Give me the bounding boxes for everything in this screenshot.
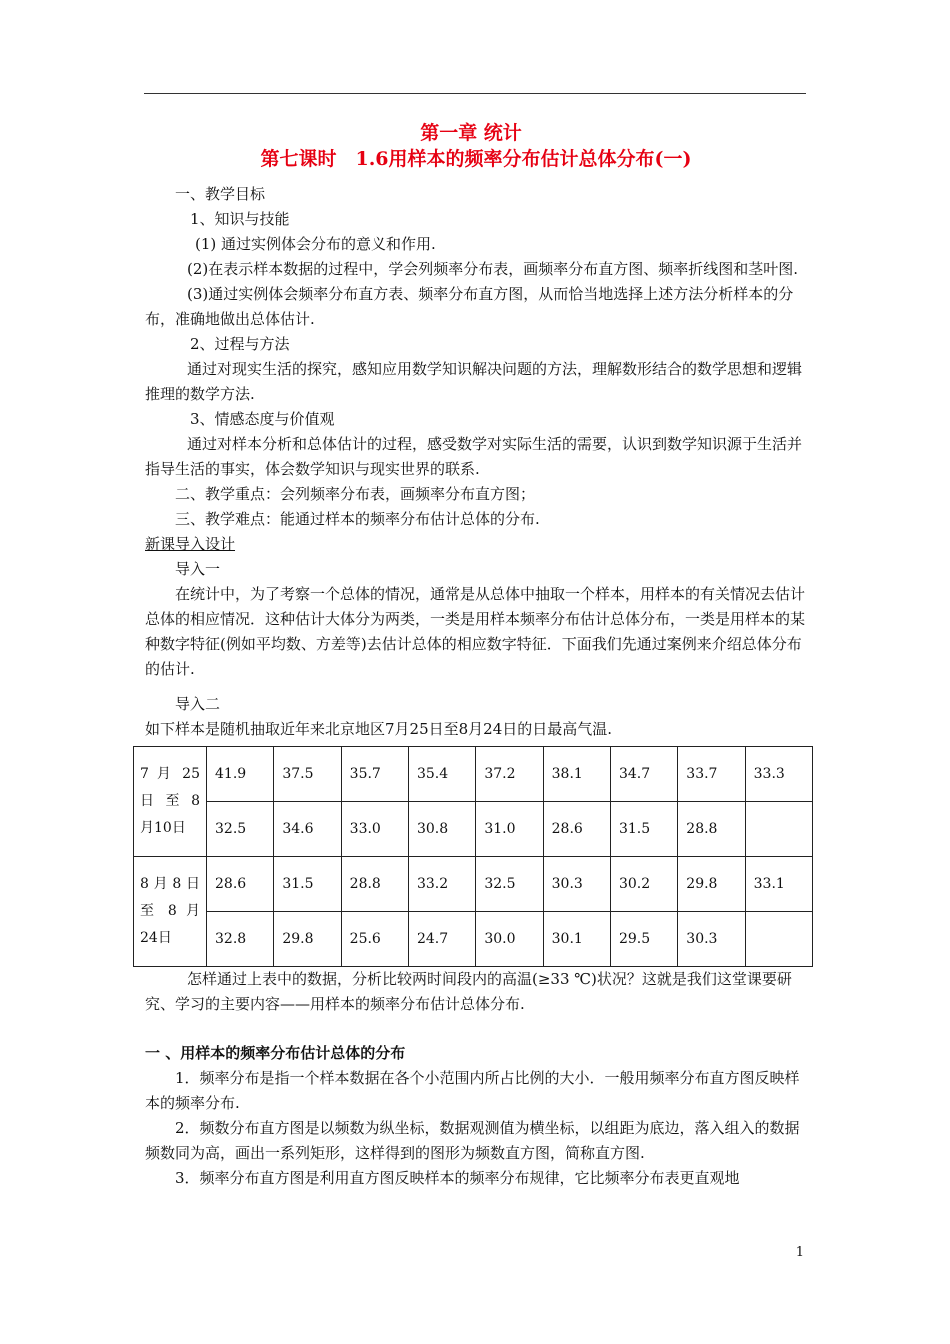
table-row — [134, 857, 813, 912]
intro-design-heading: 新课导入设计 — [145, 535, 236, 553]
header-rule — [144, 93, 806, 94]
table-cell: 37.5 — [274, 747, 341, 802]
table-cell: 30.1 — [543, 912, 610, 967]
table-row — [134, 912, 813, 967]
table-cell: 28.6 — [543, 802, 610, 857]
period-label: 7 月 25 日 至 8 月10日 — [134, 747, 207, 857]
table-cell: 31.5 — [274, 857, 341, 912]
table-cell: 31.0 — [476, 802, 543, 857]
knowledge-heading: 1、知识与技能 — [190, 210, 290, 228]
chapter-title: 第一章 统计 — [420, 122, 522, 144]
intro2-text: 如下样本是随机抽取近年来北京地区7月25日至8月24日的日最高气温. — [145, 720, 613, 738]
knowledge-item-1: (1) 通过实例体会分布的意义和作用. — [195, 235, 436, 253]
table-cell: 33.3 — [745, 747, 812, 802]
table-cell: 28.8 — [341, 857, 408, 912]
objectives-heading: 一、教学目标 — [175, 185, 266, 203]
knowledge-item-3: (3)通过实例体会频率分布直方表、频率分布直方图，从而恰当地选择上述方法分析样本的分布，准确地做出总体估计. — [145, 285, 794, 328]
table-cell: 32.5 — [207, 802, 274, 857]
table-cell: 30.3 — [678, 912, 745, 967]
table-cell: 24.7 — [408, 912, 475, 967]
intro1-text: 在统计中，为了考察一个总体的情况，通常是从总体中抽取一个样本，用样本的有关情况去估计总体的相应情况．这种估计大体分为两类，一类是用样本频率分布估计总体分布，一类是用样本的某种数字特征(例如平均数、方差等)去估计总体的相应数字特征．下面我们先通过案例来介绍总体分布的估计. — [145, 585, 806, 678]
intro1-heading: 导入一 — [175, 560, 221, 578]
table-cell: 33.0 — [341, 802, 408, 857]
table-row — [134, 802, 813, 857]
section1-heading: 一 、用样本的频率分布估计总体的分布 — [145, 1044, 406, 1062]
table-cell: 30.8 — [408, 802, 475, 857]
table-cell: 33.2 — [408, 857, 475, 912]
emotion-heading: 3、情感态度与价值观 — [190, 410, 335, 428]
temperature-table — [133, 746, 813, 967]
page-content — [140, 120, 807, 1191]
intro2-heading: 导入二 — [175, 695, 221, 713]
table-cell: 35.4 — [408, 747, 475, 802]
table-cell: 25.6 — [341, 912, 408, 967]
table-cell: 29.8 — [274, 912, 341, 967]
table-cell: 31.5 — [610, 802, 677, 857]
table-cell — [745, 912, 812, 967]
table-cell: 28.8 — [678, 802, 745, 857]
table-cell: 38.1 — [543, 747, 610, 802]
table-cell: 30.0 — [476, 912, 543, 967]
process-text: 通过对现实生活的探究，感知应用数学知识解决问题的方法，理解数形结合的数学思想和逻辑推理的数学方法. — [145, 360, 803, 403]
table-cell: 33.7 — [678, 747, 745, 802]
table-cell: 29.8 — [678, 857, 745, 912]
emotion-text: 通过对样本分析和总体估计的过程，感受数学对实际生活的需要，认识到数学知识源于生活并指导生活的事实，体会数学知识与现实世界的联系. — [145, 435, 803, 478]
table-cell: 35.7 — [341, 747, 408, 802]
table-cell: 37.2 — [476, 747, 543, 802]
lesson-title: 第七课时 1.6用样本的频率分布估计总体分布(一) — [260, 148, 692, 170]
process-heading: 2、过程与方法 — [190, 335, 290, 353]
table-cell: 33.1 — [745, 857, 812, 912]
table-cell: 28.6 — [207, 857, 274, 912]
section1-item-2: 2．频数分布直方图是以频数为纵坐标，数据观测值为横坐标，以组距为底边，落入组入的数据频数同为高，画出一系列矩形，这样得到的图形为频数直方图，简称直方图. — [145, 1119, 800, 1162]
table-cell: 34.6 — [274, 802, 341, 857]
table-cell: 30.3 — [543, 857, 610, 912]
section1-item-1: 1．频率分布是指一个样本数据在各个小范围内所占比例的大小．一般用频率分布直方图反映样本的频率分布. — [145, 1069, 800, 1112]
table-cell — [745, 802, 812, 857]
table-cell: 41.9 — [207, 747, 274, 802]
section1-item-3: 3．频率分布直方图是利用直方图反映样本的频率分布规律，它比频率分布表更直观地 — [175, 1169, 740, 1187]
table-cell: 32.8 — [207, 912, 274, 967]
knowledge-item-2: (2)在表示样本数据的过程中，学会列频率分布表，画频率分布直方图、频率折线图和茎叶图. — [187, 260, 799, 278]
table-cell: 32.5 — [476, 857, 543, 912]
table-cell: 29.5 — [610, 912, 677, 967]
difficulty: 三、教学难点：能通过样本的频率分布估计总体的分布. — [175, 510, 540, 528]
after-table-text: 怎样通过上表中的数据，分析比较两时间段内的高温(≥33 ℃)状况？这就是我们这堂课要研究、学习的主要内容——用样本的频率分布估计总体分布. — [145, 970, 792, 1013]
page-number: 1 — [795, 1245, 804, 1260]
table-cell: 34.7 — [610, 747, 677, 802]
table-row — [134, 747, 813, 802]
key-point: 二、教学重点：会列频率分布表，画频率分布直方图； — [175, 485, 536, 503]
table-cell: 30.2 — [610, 857, 677, 912]
period-label: 8 月 8 日 至 8 月24日 — [134, 857, 207, 967]
